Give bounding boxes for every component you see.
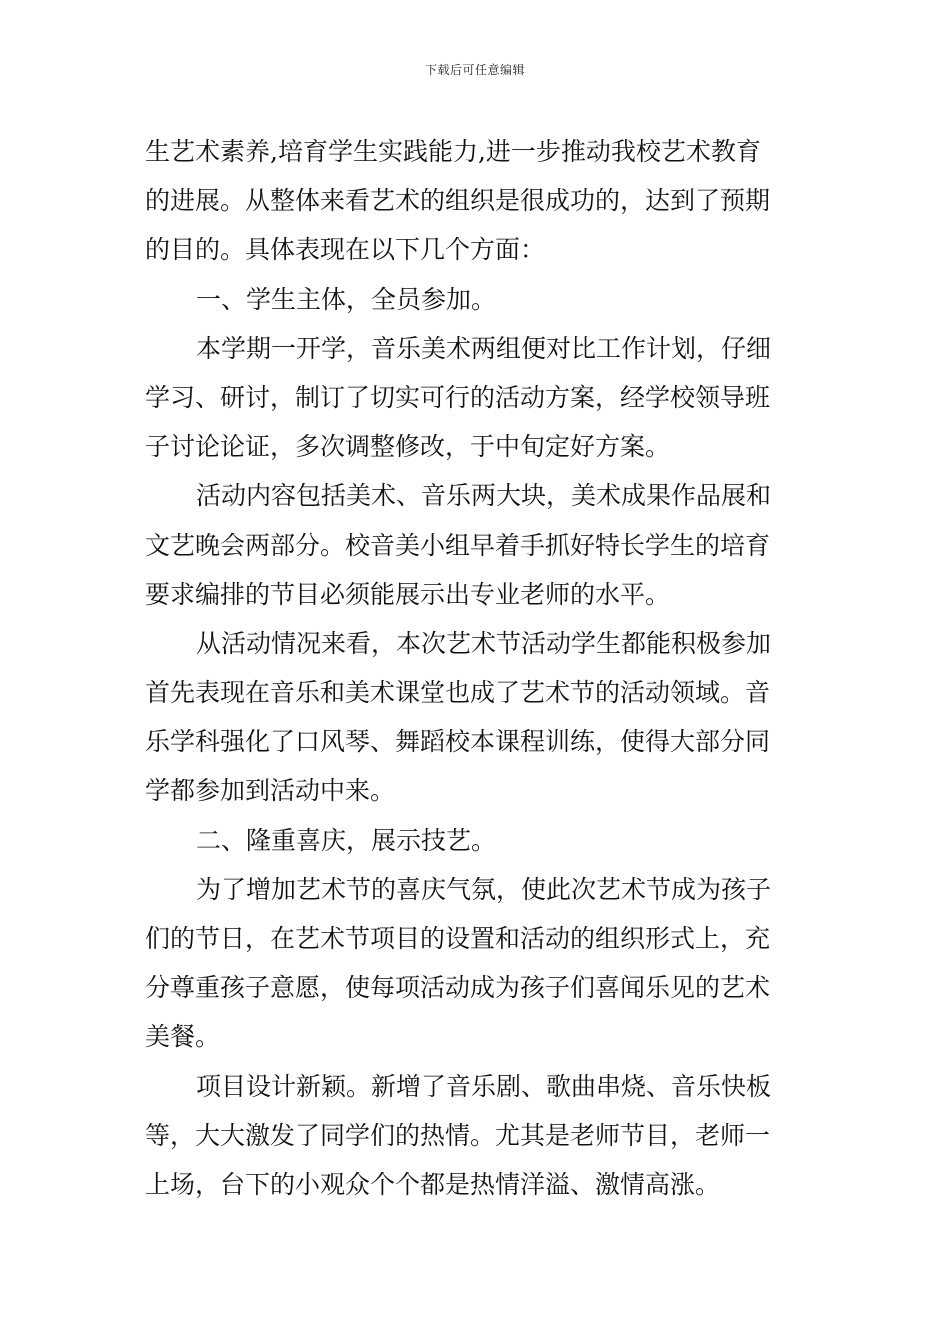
paragraph-start: 项目设计新颖。新增了音乐剧、歌曲串烧、音乐快板 (196, 1071, 772, 1101)
text-line: 上场，台下的小观众个个都是热情洋溢、激情高涨。 (145, 1169, 721, 1199)
paragraph-start: 本学期一开学，音乐美术两组便对比工作计划，仔细 (196, 333, 772, 363)
section-heading: 二、隆重喜庆，展示技艺。 (196, 825, 497, 855)
text-line: 乐学科强化了口风琴、舞蹈校本课程训练，使得大部分同 (145, 727, 771, 757)
text-line: 等，大大激发了同学们的热情。尤其是老师节目，老师一 (145, 1120, 771, 1150)
document-body (145, 127, 810, 1209)
text-line: 的目的。具体表现在以下几个方面： (145, 235, 546, 265)
text-line: 文艺晚会两部分。校音美小组早着手抓好特长学生的培育 (145, 530, 771, 560)
text-line: 生艺术素养,培育学生实践能力,进一步推动我校艺术教育 (145, 137, 761, 166)
text-line: 要求编排的节目必须能展示出专业老师的水平。 (145, 579, 671, 609)
paragraph-start: 活动内容包括美术、音乐两大块，美术成果作品展和 (196, 481, 772, 511)
text-line: 们的节日，在艺术节项目的设置和活动的组织形式上，充 (145, 924, 771, 953)
section-heading: 一、学生主体，全员参加。 (196, 284, 497, 314)
page-header: 下载后可任意编辑 (424, 63, 525, 77)
text-line: 分尊重孩子意愿，使每项活动成为孩子们喜闻乐见的艺术 (145, 973, 771, 1003)
text-line: 首先表现在音乐和美术课堂也成了艺术节的活动领域。音 (145, 678, 771, 708)
text-line: 美餐。 (145, 1022, 221, 1052)
paragraph-start: 为了增加艺术节的喜庆气氛，使此次艺术节成为孩子 (196, 874, 772, 904)
paragraph-start: 从活动情况来看，本次艺术节活动学生都能积极参加 (196, 628, 772, 658)
text-line: 的进展。从整体来看艺术的组织是很成功的，达到了预期 (145, 186, 771, 216)
text-line: 子讨论论证，多次调整修改，于中旬定好方案。 (145, 432, 671, 462)
text-line: 学都参加到活动中来。 (145, 776, 396, 806)
text-line: 学习、研讨，制订了切实可行的活动方案，经学校领导班 (145, 382, 771, 412)
